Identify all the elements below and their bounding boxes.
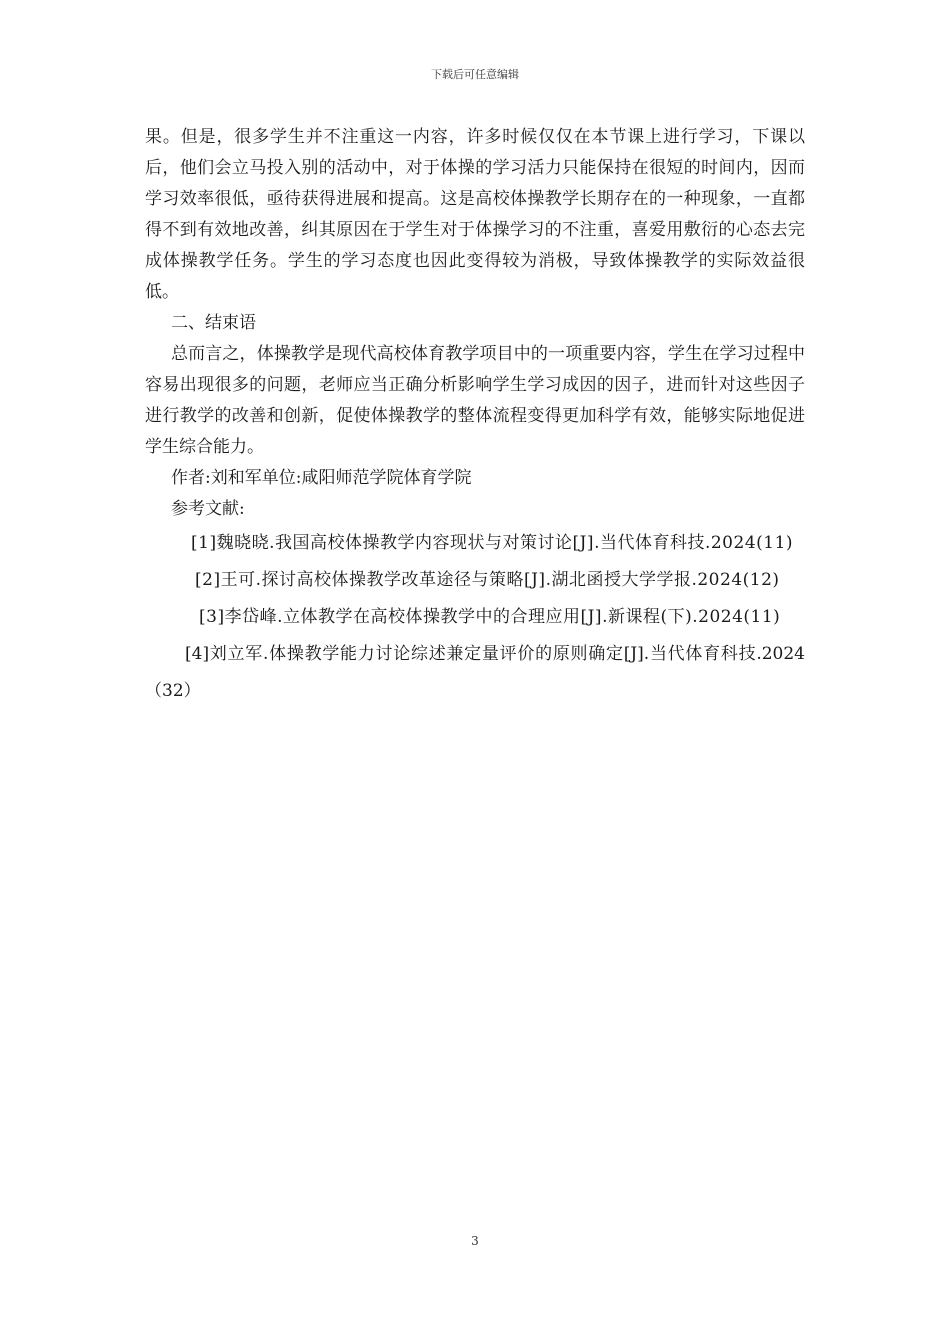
reference-item: [3]李岱峰.立体教学在高校体操教学中的合理应用[J].新课程(下).2024(11) [199, 607, 781, 627]
page-header: 下载后可任意编辑 [431, 68, 519, 81]
author-line: 作者:刘和军单位:咸阳师范学院体育学院 [171, 468, 472, 488]
body-paragraph: 果。但是，很多学生并不注重这一内容，许多时候仅仅在本节课上进行学习，下课以后，他们会立马投入别的活动中，对于体操的学习活力只能保持在很短的时间内，因而学习效率很低，亟待获得进展和提高。这是高校体操教学长期存在的一种现象，一直都得不到有效地改善，纠其原因在于学生对于体操学习的不注重，喜爱用敷衍的心态去完成体操教学任务。学生的学习态度也因此变得较为消极，导致体操教学的实际效益很低。 [145, 127, 805, 302]
document-body [145, 122, 805, 710]
reference-item: [4]刘立军.体操教学能力讨论综述兼定量评价的原则确定[J].当代体育科技.2024（32） [145, 644, 805, 701]
section-heading: 二、结束语 [171, 313, 256, 333]
reference-item: [1]魏晓晓.我国高校体操教学内容现状与对策讨论[J].当代体育科技.2024(11) [191, 533, 794, 553]
reference-item: [2]王可.探讨高校体操教学改革途径与策略[J].湖北函授大学学报.2024(12) [195, 570, 780, 590]
page-number: 3 [471, 1234, 479, 1248]
body-paragraph-conclusion: 总而言之，体操教学是现代高校体育教学项目中的一项重要内容，学生在学习过程中容易出现很多的问题，老师应当正确分析影响学生学习成因的因子，进而针对这些因子进行教学的改善和创新，促使体操教学的整体流程变得更加科学有效，能够实际地促进学生综合能力。 [145, 344, 805, 457]
references-heading: 参考文献: [171, 499, 245, 519]
